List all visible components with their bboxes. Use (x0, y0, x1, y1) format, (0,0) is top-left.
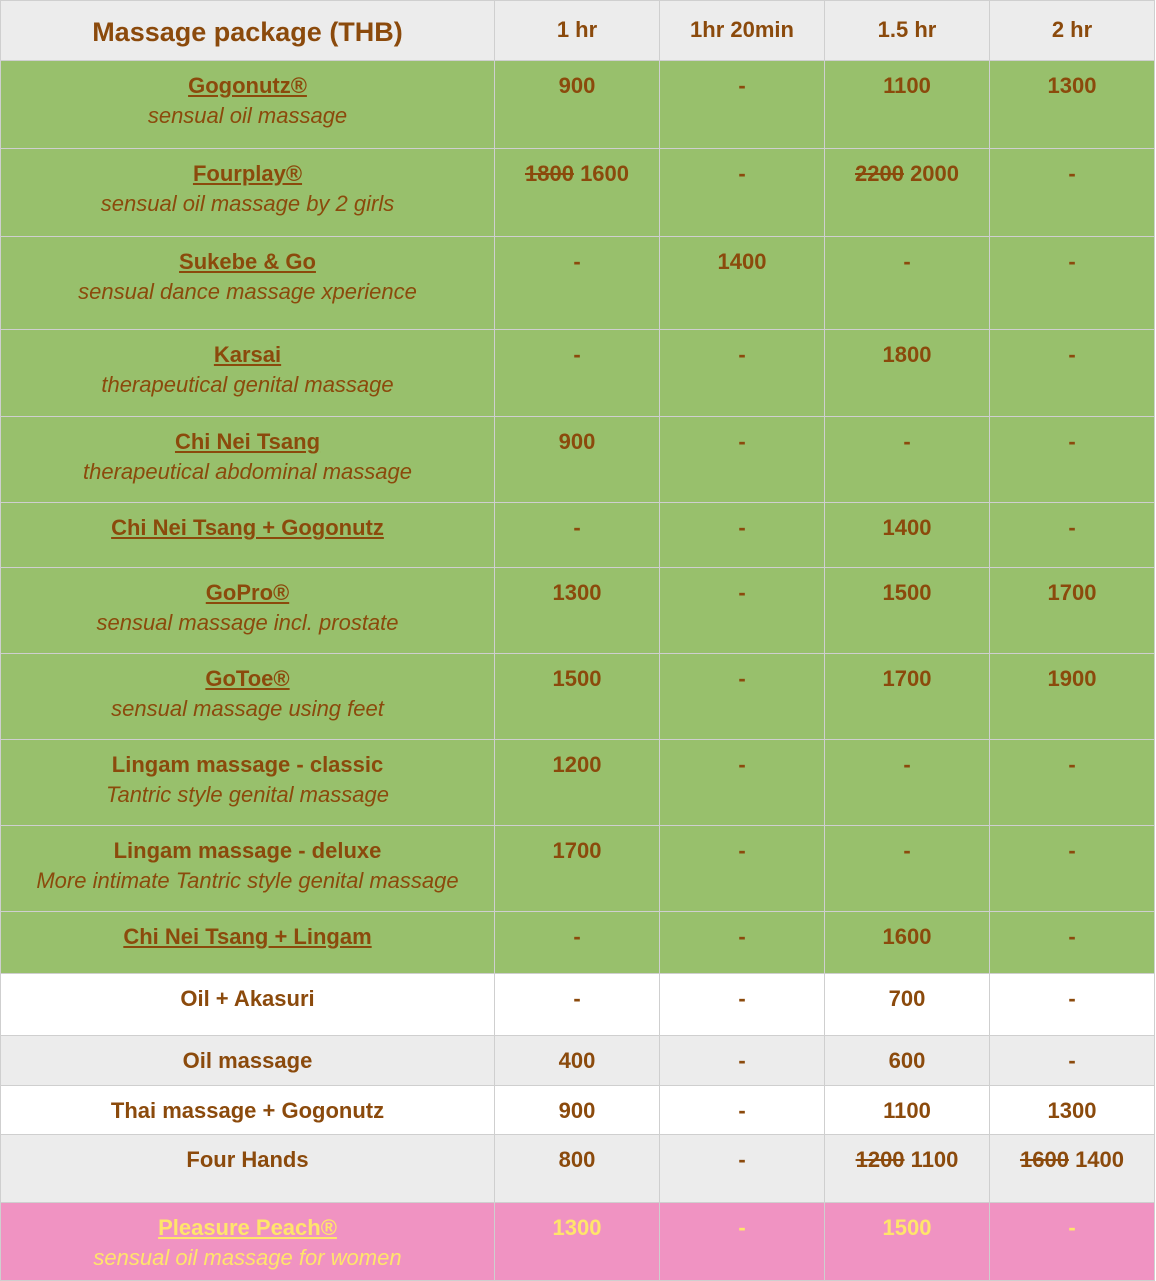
header-row (1, 1, 1155, 61)
table-row (1, 974, 1155, 1036)
price-cell (660, 149, 825, 237)
old-price: 2200 (854, 161, 904, 186)
price-value: - (1068, 429, 1076, 454)
price-value: 600 (888, 1048, 926, 1073)
price-value: - (738, 666, 746, 691)
price-cell (990, 568, 1155, 654)
price-cell (825, 654, 990, 740)
package-name: Oil + Akasuri (180, 986, 315, 1011)
price-value: 1100 (883, 1098, 931, 1123)
price-value: 2000 (910, 161, 960, 186)
price-cell (660, 1036, 825, 1086)
package-cell (1, 417, 495, 503)
price-value: 1600 (580, 161, 630, 186)
price-cell (495, 654, 660, 740)
price-value: - (738, 1098, 746, 1123)
price-cell (825, 740, 990, 826)
price-value: 1300 (552, 1215, 602, 1240)
table-row (1, 568, 1155, 654)
package-cell (1, 503, 495, 568)
package-name: Four Hands (186, 1147, 309, 1172)
package-name-link[interactable]: Pleasure Peach® (158, 1215, 337, 1240)
package-description: therapeutical genital massage (101, 372, 394, 397)
price-value: - (573, 986, 581, 1011)
header-duration: 1hr 20min (660, 1, 825, 61)
package-description: sensual oil massage by 2 girls (100, 191, 395, 216)
price-value: - (573, 342, 581, 367)
package-cell (1, 568, 495, 654)
price-cell (990, 654, 1155, 740)
price-cell (495, 417, 660, 503)
price-value: - (738, 924, 746, 949)
price-value: - (738, 429, 746, 454)
price-cell (660, 912, 825, 974)
price-value: - (903, 249, 911, 274)
price-cell (825, 568, 990, 654)
header-duration: 1 hr (495, 1, 660, 61)
price-cell (495, 912, 660, 974)
table-row (1, 503, 1155, 568)
price-cell (990, 149, 1155, 237)
price-value: - (903, 752, 911, 777)
price-value: 1400 (882, 515, 932, 540)
price-value: 1400 (717, 249, 767, 274)
price-value: 1500 (882, 580, 932, 605)
price-value: 1400 (1075, 1147, 1125, 1172)
price-value: - (738, 161, 746, 186)
price-value: - (738, 986, 746, 1011)
price-value: - (1068, 752, 1076, 777)
price-value: 1500 (882, 1215, 932, 1240)
price-value: - (738, 838, 746, 863)
package-cell (1, 149, 495, 237)
package-name-link[interactable]: GoToe® (205, 666, 290, 691)
table-row (1, 61, 1155, 149)
price-value: 900 (558, 429, 596, 454)
price-value: - (573, 249, 581, 274)
header-package: Massage package (THB) (1, 1, 495, 61)
price-cell (990, 237, 1155, 330)
price-cell (825, 1036, 990, 1086)
package-name-link[interactable]: Gogonutz® (188, 73, 307, 98)
price-value: 1700 (1047, 580, 1097, 605)
price-value: 1800 (882, 342, 932, 367)
price-cell (495, 974, 660, 1036)
package-description: therapeutical abdominal massage (83, 459, 412, 484)
price-value: - (738, 580, 746, 605)
price-value: 1300 (1047, 1098, 1097, 1123)
price-cell (495, 1203, 660, 1281)
table-row (1, 417, 1155, 503)
price-cell (660, 330, 825, 417)
package-cell (1, 1036, 495, 1086)
price-cell (990, 974, 1155, 1036)
table-body (1, 61, 1155, 1281)
price-cell (660, 1086, 825, 1135)
price-value: - (738, 342, 746, 367)
price-cell (825, 1135, 990, 1203)
price-cell (825, 237, 990, 330)
table-row (1, 1036, 1155, 1086)
package-cell (1, 330, 495, 417)
price-cell (495, 826, 660, 912)
price-value: - (738, 1215, 746, 1240)
price-value: - (738, 752, 746, 777)
price-cell (990, 1203, 1155, 1281)
price-value: 700 (888, 986, 926, 1011)
price-cell (825, 61, 990, 149)
package-cell (1, 237, 495, 330)
price-value: - (903, 838, 911, 863)
package-name: Lingam massage - classic (111, 752, 384, 777)
price-value: 1300 (552, 580, 602, 605)
price-cell (495, 237, 660, 330)
price-cell (495, 149, 660, 237)
price-cell (990, 740, 1155, 826)
table-row (1, 330, 1155, 417)
price-value: 1100 (883, 73, 931, 98)
table-row (1, 1135, 1155, 1203)
price-value: 1100 (910, 1147, 959, 1172)
price-value: 900 (558, 73, 596, 98)
table-row (1, 1086, 1155, 1135)
price-value: - (573, 515, 581, 540)
package-description: sensual dance massage xperience (78, 279, 417, 304)
price-cell (825, 503, 990, 568)
price-cell (990, 330, 1155, 417)
price-cell (495, 568, 660, 654)
price-value: - (1068, 838, 1076, 863)
price-cell (660, 974, 825, 1036)
price-cell (660, 826, 825, 912)
price-cell (825, 330, 990, 417)
price-value: 400 (558, 1048, 596, 1073)
package-cell (1, 1203, 495, 1281)
package-cell (1, 912, 495, 974)
package-cell (1, 1086, 495, 1135)
price-value: - (1068, 986, 1076, 1011)
price-cell (825, 912, 990, 974)
package-cell (1, 1135, 495, 1203)
price-cell (825, 149, 990, 237)
old-price: 1600 (1019, 1147, 1069, 1172)
package-name-link[interactable]: Sukebe & Go (179, 249, 316, 274)
table-row (1, 237, 1155, 330)
table-row (1, 826, 1155, 912)
package-name: Lingam massage - deluxe (113, 838, 382, 863)
price-value: 1700 (882, 666, 932, 691)
price-value: - (1068, 161, 1076, 186)
package-name-link[interactable]: Chi Nei Tsang + Lingam (123, 924, 372, 949)
price-value: 1200 (552, 752, 602, 777)
package-description: More intimate Tantric style genital massage (36, 868, 459, 893)
price-cell (495, 330, 660, 417)
table-row (1, 149, 1155, 237)
price-cell (990, 912, 1155, 974)
price-cell (990, 1086, 1155, 1135)
price-value: 900 (558, 1098, 596, 1123)
header-duration: 1.5 hr (825, 1, 990, 61)
price-value: - (903, 429, 911, 454)
price-value: - (1068, 342, 1076, 367)
price-value: 1500 (552, 666, 602, 691)
price-cell (660, 1135, 825, 1203)
price-cell (660, 503, 825, 568)
price-value: - (1068, 1048, 1076, 1073)
price-cell (495, 1135, 660, 1203)
old-price: 1800 (524, 161, 574, 186)
price-cell (660, 740, 825, 826)
package-cell (1, 974, 495, 1036)
table-row (1, 912, 1155, 974)
price-cell (660, 61, 825, 149)
price-value: 1600 (882, 924, 932, 949)
price-value: - (1068, 249, 1076, 274)
package-name-link[interactable]: GoPro® (205, 580, 290, 605)
price-cell (495, 61, 660, 149)
price-cell (825, 1086, 990, 1135)
price-value: - (738, 1048, 746, 1073)
price-cell (990, 1036, 1155, 1086)
package-description: sensual massage using feet (111, 696, 384, 721)
package-description: Tantric style genital massage (106, 782, 389, 807)
package-description: sensual oil massage for women (93, 1245, 402, 1270)
package-name-link[interactable]: Chi Nei Tsang (174, 429, 321, 454)
price-cell (660, 568, 825, 654)
price-value: 1700 (552, 838, 602, 863)
price-cell (825, 1203, 990, 1281)
price-cell (660, 417, 825, 503)
table-row (1, 1203, 1155, 1281)
price-cell (495, 1036, 660, 1086)
package-name-link[interactable]: Fourplay® (192, 161, 303, 186)
table-row (1, 654, 1155, 740)
price-value: - (1068, 924, 1076, 949)
price-value: - (573, 924, 581, 949)
package-name-link[interactable]: Chi Nei Tsang + Gogonutz (111, 515, 384, 540)
price-cell (495, 740, 660, 826)
price-cell (495, 503, 660, 568)
price-cell (660, 237, 825, 330)
package-cell (1, 740, 495, 826)
table-row (1, 740, 1155, 826)
package-cell (1, 61, 495, 149)
price-value: 800 (558, 1147, 596, 1172)
package-name: Oil massage (182, 1048, 313, 1073)
package-cell (1, 826, 495, 912)
old-price: 1200 (855, 1147, 905, 1172)
package-description: sensual massage incl. prostate (96, 610, 399, 635)
package-name: Thai massage + Gogonutz (110, 1098, 385, 1123)
package-cell (1, 654, 495, 740)
price-cell (990, 503, 1155, 568)
price-cell (825, 826, 990, 912)
price-cell (660, 1203, 825, 1281)
price-cell (990, 61, 1155, 149)
price-cell (990, 417, 1155, 503)
price-cell (825, 974, 990, 1036)
price-cell (990, 826, 1155, 912)
header-duration: 2 hr (990, 1, 1155, 61)
price-value: - (738, 73, 746, 98)
package-name-link[interactable]: Karsai (213, 342, 282, 367)
price-value: 1900 (1047, 666, 1097, 691)
price-value: 1300 (1047, 73, 1097, 98)
price-value: - (738, 515, 746, 540)
price-value: - (1068, 515, 1076, 540)
price-cell (825, 417, 990, 503)
price-value: - (1068, 1215, 1076, 1240)
price-cell (660, 654, 825, 740)
package-description: sensual oil massage (147, 103, 348, 128)
price-value: - (738, 1147, 746, 1172)
price-cell (495, 1086, 660, 1135)
price-cell (990, 1135, 1155, 1203)
